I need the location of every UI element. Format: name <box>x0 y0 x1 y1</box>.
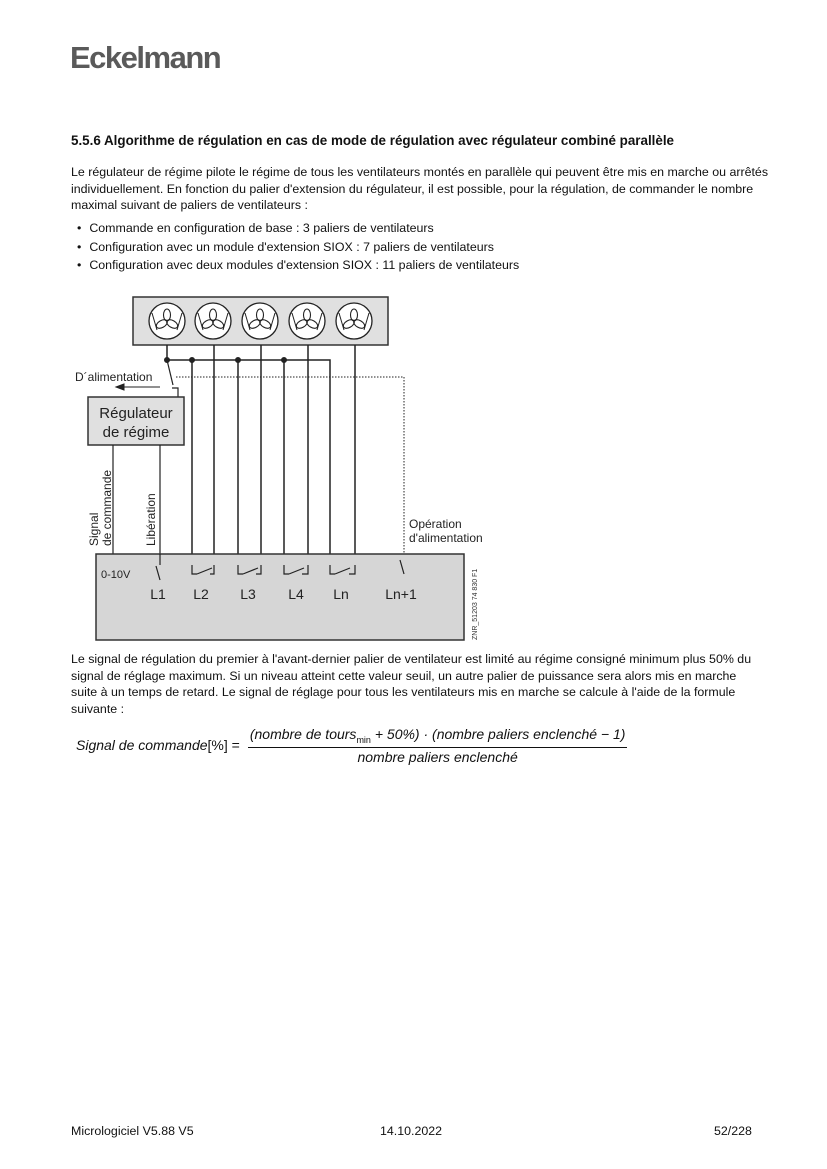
operation-label: Opération <box>409 517 462 531</box>
voltage-label: 0-10V <box>101 569 131 581</box>
output-label: L3 <box>240 586 256 602</box>
formula-lhs: Signal de commande <box>76 737 208 754</box>
output-label: L1 <box>150 586 166 602</box>
subscript: min <box>356 734 371 745</box>
numerator <box>248 726 628 748</box>
fraction <box>248 726 628 765</box>
release-label: Libération <box>144 493 158 546</box>
signal-label: Signal <box>87 512 101 546</box>
controller-label: Régulateur <box>99 405 173 422</box>
figure-reference: ZNR_51203 74 830 F1 <box>472 568 479 640</box>
numerator-part: (nombre de tours <box>249 726 357 742</box>
fan-icon <box>336 303 372 339</box>
fan-icon <box>149 303 185 339</box>
output-label: L2 <box>193 586 209 602</box>
controller-label: de régime <box>102 424 170 441</box>
formula <box>76 726 627 765</box>
intro-paragraph: Le régulateur de régime pilote le régime de tous les ventilateurs montés en parallèle qui peuvent être mis en marche ou arrêtés individuellement. En fonction du palier d'extension du régulateur, il est possible, pour la régulation, de commander le nombre maximal suivant de paliers de ventilateurs : <box>71 165 769 212</box>
fan-icon <box>242 303 278 339</box>
numerator-part: + 50%) · (nombre paliers enclenché − 1) <box>374 726 626 742</box>
formula-unit: [%] = <box>207 737 240 754</box>
footer-product: Micrologiciel V5.88 V5 <box>71 1124 194 1138</box>
section-title: 5.5.6 Algorithme de régulation en cas de mode de régulation avec régulateur combiné parallèle <box>71 133 675 148</box>
output-label: L4 <box>288 586 304 602</box>
body-paragraph: Le signal de régulation du premier à l'avant-dernier palier de ventilateur est limité au régime consigné minimum plus 50% du signal de réglage maximum. Si un niveau atteint cette valeur seuil, un autre palier de puissance sera alors mis en marche suite à un temps de retard. Le signal de réglage pour tous les ventilateurs mis en marche se calcule à l'aide de la formule suivante : <box>71 652 752 716</box>
list-item: • Configuration avec un module d'extension SIOX : 7 paliers de ventilateurs <box>71 238 519 257</box>
supply-label: D´alimentation <box>75 370 153 384</box>
denominator: nombre paliers enclenché <box>357 748 518 765</box>
list-item: • Configuration avec deux modules d'extension SIOX : 11 paliers de ventilateurs <box>71 256 519 275</box>
footer-page: 52/228 <box>714 1124 752 1138</box>
fan-icon <box>289 303 325 339</box>
fan-icon <box>195 303 231 339</box>
output-label: Ln+1 <box>385 586 417 602</box>
bullet-list <box>71 219 519 275</box>
footer-date: 14.10.2022 <box>380 1124 443 1138</box>
wiring-diagram <box>60 290 500 650</box>
list-item: • Commande en configuration de base : 3 paliers de ventilateurs <box>71 219 519 238</box>
logo: Eckelmann <box>70 40 221 75</box>
signal-label: de commande <box>100 469 114 546</box>
output-label: Ln <box>333 586 349 602</box>
operation-label: d'alimentation <box>409 531 483 545</box>
